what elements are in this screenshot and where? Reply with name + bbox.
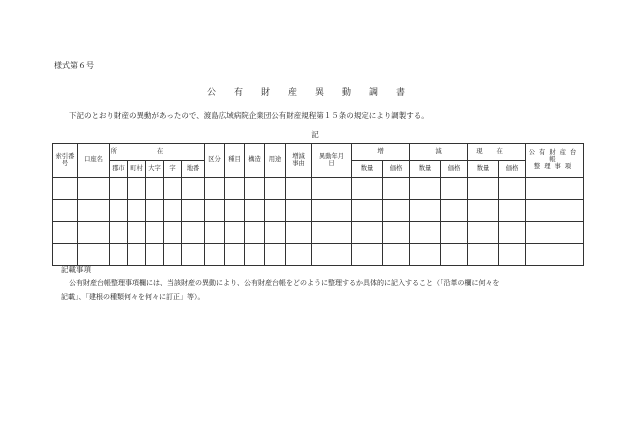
table-cell bbox=[164, 178, 182, 200]
table-cell bbox=[110, 222, 128, 244]
table-cell bbox=[225, 178, 245, 200]
table-cell bbox=[499, 178, 526, 200]
notes-line-1: 公有財産台帳整理事項欄には、当該財産の異動により、公有財産台帳をどのように整理するか具体的に記入すること（「沿革の欄に何々を bbox=[69, 279, 500, 287]
table-cell bbox=[146, 200, 164, 222]
table-cell bbox=[410, 244, 441, 266]
header-index-no: 索引番号 bbox=[53, 144, 78, 178]
table-cell bbox=[265, 178, 286, 200]
table-cell bbox=[286, 178, 312, 200]
table-cell bbox=[245, 200, 265, 222]
table-cell bbox=[526, 178, 584, 200]
notes-line-2: 記載」、「建根の種類何々を何々に訂正」等）。 bbox=[61, 293, 205, 301]
table-row bbox=[53, 244, 584, 266]
table-cell bbox=[352, 200, 383, 222]
table-cell bbox=[146, 222, 164, 244]
table-cell bbox=[78, 200, 110, 222]
table-row bbox=[53, 222, 584, 244]
table-cell bbox=[441, 178, 468, 200]
table-cell bbox=[441, 200, 468, 222]
table-cell bbox=[312, 178, 352, 200]
table-cell bbox=[286, 244, 312, 266]
table-cell bbox=[286, 200, 312, 222]
header-chiban: 地番 bbox=[182, 161, 205, 178]
table-cell bbox=[53, 244, 78, 266]
table-cell bbox=[110, 178, 128, 200]
header-location: 所在 bbox=[110, 144, 205, 161]
table-cell bbox=[526, 200, 584, 222]
table-cell bbox=[286, 222, 312, 244]
table-cell bbox=[352, 244, 383, 266]
form-number: 様式第６号 bbox=[54, 61, 94, 70]
table-cell bbox=[164, 222, 182, 244]
header-ledger-top: 公有財産台帳 bbox=[528, 149, 581, 164]
header-gunshi: 郡市 bbox=[110, 161, 128, 178]
table-cell bbox=[383, 244, 410, 266]
table-cell bbox=[265, 244, 286, 266]
table-cell bbox=[265, 222, 286, 244]
header-zogen-jiyu: 増減事由 bbox=[286, 144, 312, 178]
table-cell bbox=[53, 200, 78, 222]
table-cell bbox=[526, 244, 584, 266]
table-cell bbox=[182, 222, 205, 244]
header-kubun: 区分 bbox=[205, 144, 225, 178]
header-shumoku: 種目 bbox=[225, 144, 245, 178]
table-cell bbox=[225, 222, 245, 244]
table-cell bbox=[182, 200, 205, 222]
table-cell bbox=[78, 222, 110, 244]
header-aza: 字 bbox=[164, 161, 182, 178]
table-cell bbox=[410, 222, 441, 244]
header-current-quantity: 数量 bbox=[468, 161, 499, 178]
table-cell bbox=[468, 244, 499, 266]
table-cell bbox=[182, 244, 205, 266]
table-cell bbox=[468, 222, 499, 244]
table-cell bbox=[312, 244, 352, 266]
table-cell bbox=[499, 222, 526, 244]
table-cell bbox=[146, 244, 164, 266]
table-cell bbox=[312, 200, 352, 222]
header-account-name: 口座名 bbox=[78, 144, 110, 178]
table-cell bbox=[205, 222, 225, 244]
header-yoto: 用途 bbox=[265, 144, 286, 178]
table-cell bbox=[110, 244, 128, 266]
table-cell bbox=[225, 244, 245, 266]
table-cell bbox=[383, 200, 410, 222]
table-cell bbox=[468, 178, 499, 200]
header-oaza: 大字 bbox=[146, 161, 164, 178]
header-increase-quantity: 数量 bbox=[352, 161, 383, 178]
table-row bbox=[53, 178, 584, 200]
ki-label: 記 bbox=[311, 130, 319, 139]
table-cell bbox=[312, 222, 352, 244]
table-cell bbox=[383, 222, 410, 244]
table-cell bbox=[128, 200, 146, 222]
table-cell bbox=[78, 244, 110, 266]
table-cell bbox=[164, 200, 182, 222]
table-cell bbox=[110, 200, 128, 222]
table-cell bbox=[499, 200, 526, 222]
header-ledger bbox=[526, 144, 584, 178]
table-cell bbox=[245, 222, 265, 244]
header-increase-price: 価格 bbox=[383, 161, 410, 178]
table-cell bbox=[205, 200, 225, 222]
intro-text: 下記のとおり財産の異動があったので、渡島広域病院企業団公有財産規程第１５条の規定により調製する。 bbox=[69, 111, 429, 120]
table-cell bbox=[441, 244, 468, 266]
table-cell bbox=[245, 178, 265, 200]
table-cell bbox=[53, 178, 78, 200]
table-cell bbox=[410, 178, 441, 200]
header-current-price: 価格 bbox=[499, 161, 526, 178]
header-kozo: 構造 bbox=[245, 144, 265, 178]
header-decrease: 減 bbox=[410, 144, 468, 161]
table-cell bbox=[352, 178, 383, 200]
table-cell bbox=[205, 244, 225, 266]
table-row bbox=[53, 200, 584, 222]
header-ledger-bottom: 整理事項 bbox=[533, 162, 576, 170]
table-cell bbox=[468, 200, 499, 222]
table-cell bbox=[245, 244, 265, 266]
header-choson: 町村 bbox=[128, 161, 146, 178]
table-cell bbox=[383, 178, 410, 200]
table-cell bbox=[146, 178, 164, 200]
header-increase: 増 bbox=[352, 144, 410, 161]
table-cell bbox=[53, 222, 78, 244]
header-ido-date: 異動年月日 bbox=[312, 144, 352, 178]
table-cell bbox=[441, 222, 468, 244]
asset-change-table bbox=[52, 143, 584, 266]
table-cell bbox=[78, 178, 110, 200]
table-cell bbox=[182, 178, 205, 200]
table-cell bbox=[128, 178, 146, 200]
table-cell bbox=[225, 200, 245, 222]
table-cell bbox=[499, 244, 526, 266]
notes-heading: 記載事項 bbox=[61, 265, 91, 274]
document-title: 公有財産異動調書 bbox=[206, 88, 423, 98]
table-cell bbox=[128, 244, 146, 266]
table-cell bbox=[352, 222, 383, 244]
header-decrease-price: 価格 bbox=[441, 161, 468, 178]
table-cell bbox=[526, 222, 584, 244]
table-cell bbox=[205, 178, 225, 200]
header-current: 現在 bbox=[468, 144, 526, 161]
table-cell bbox=[265, 200, 286, 222]
table-cell bbox=[128, 222, 146, 244]
table-cell bbox=[410, 200, 441, 222]
header-decrease-quantity: 数量 bbox=[410, 161, 441, 178]
table-cell bbox=[164, 244, 182, 266]
